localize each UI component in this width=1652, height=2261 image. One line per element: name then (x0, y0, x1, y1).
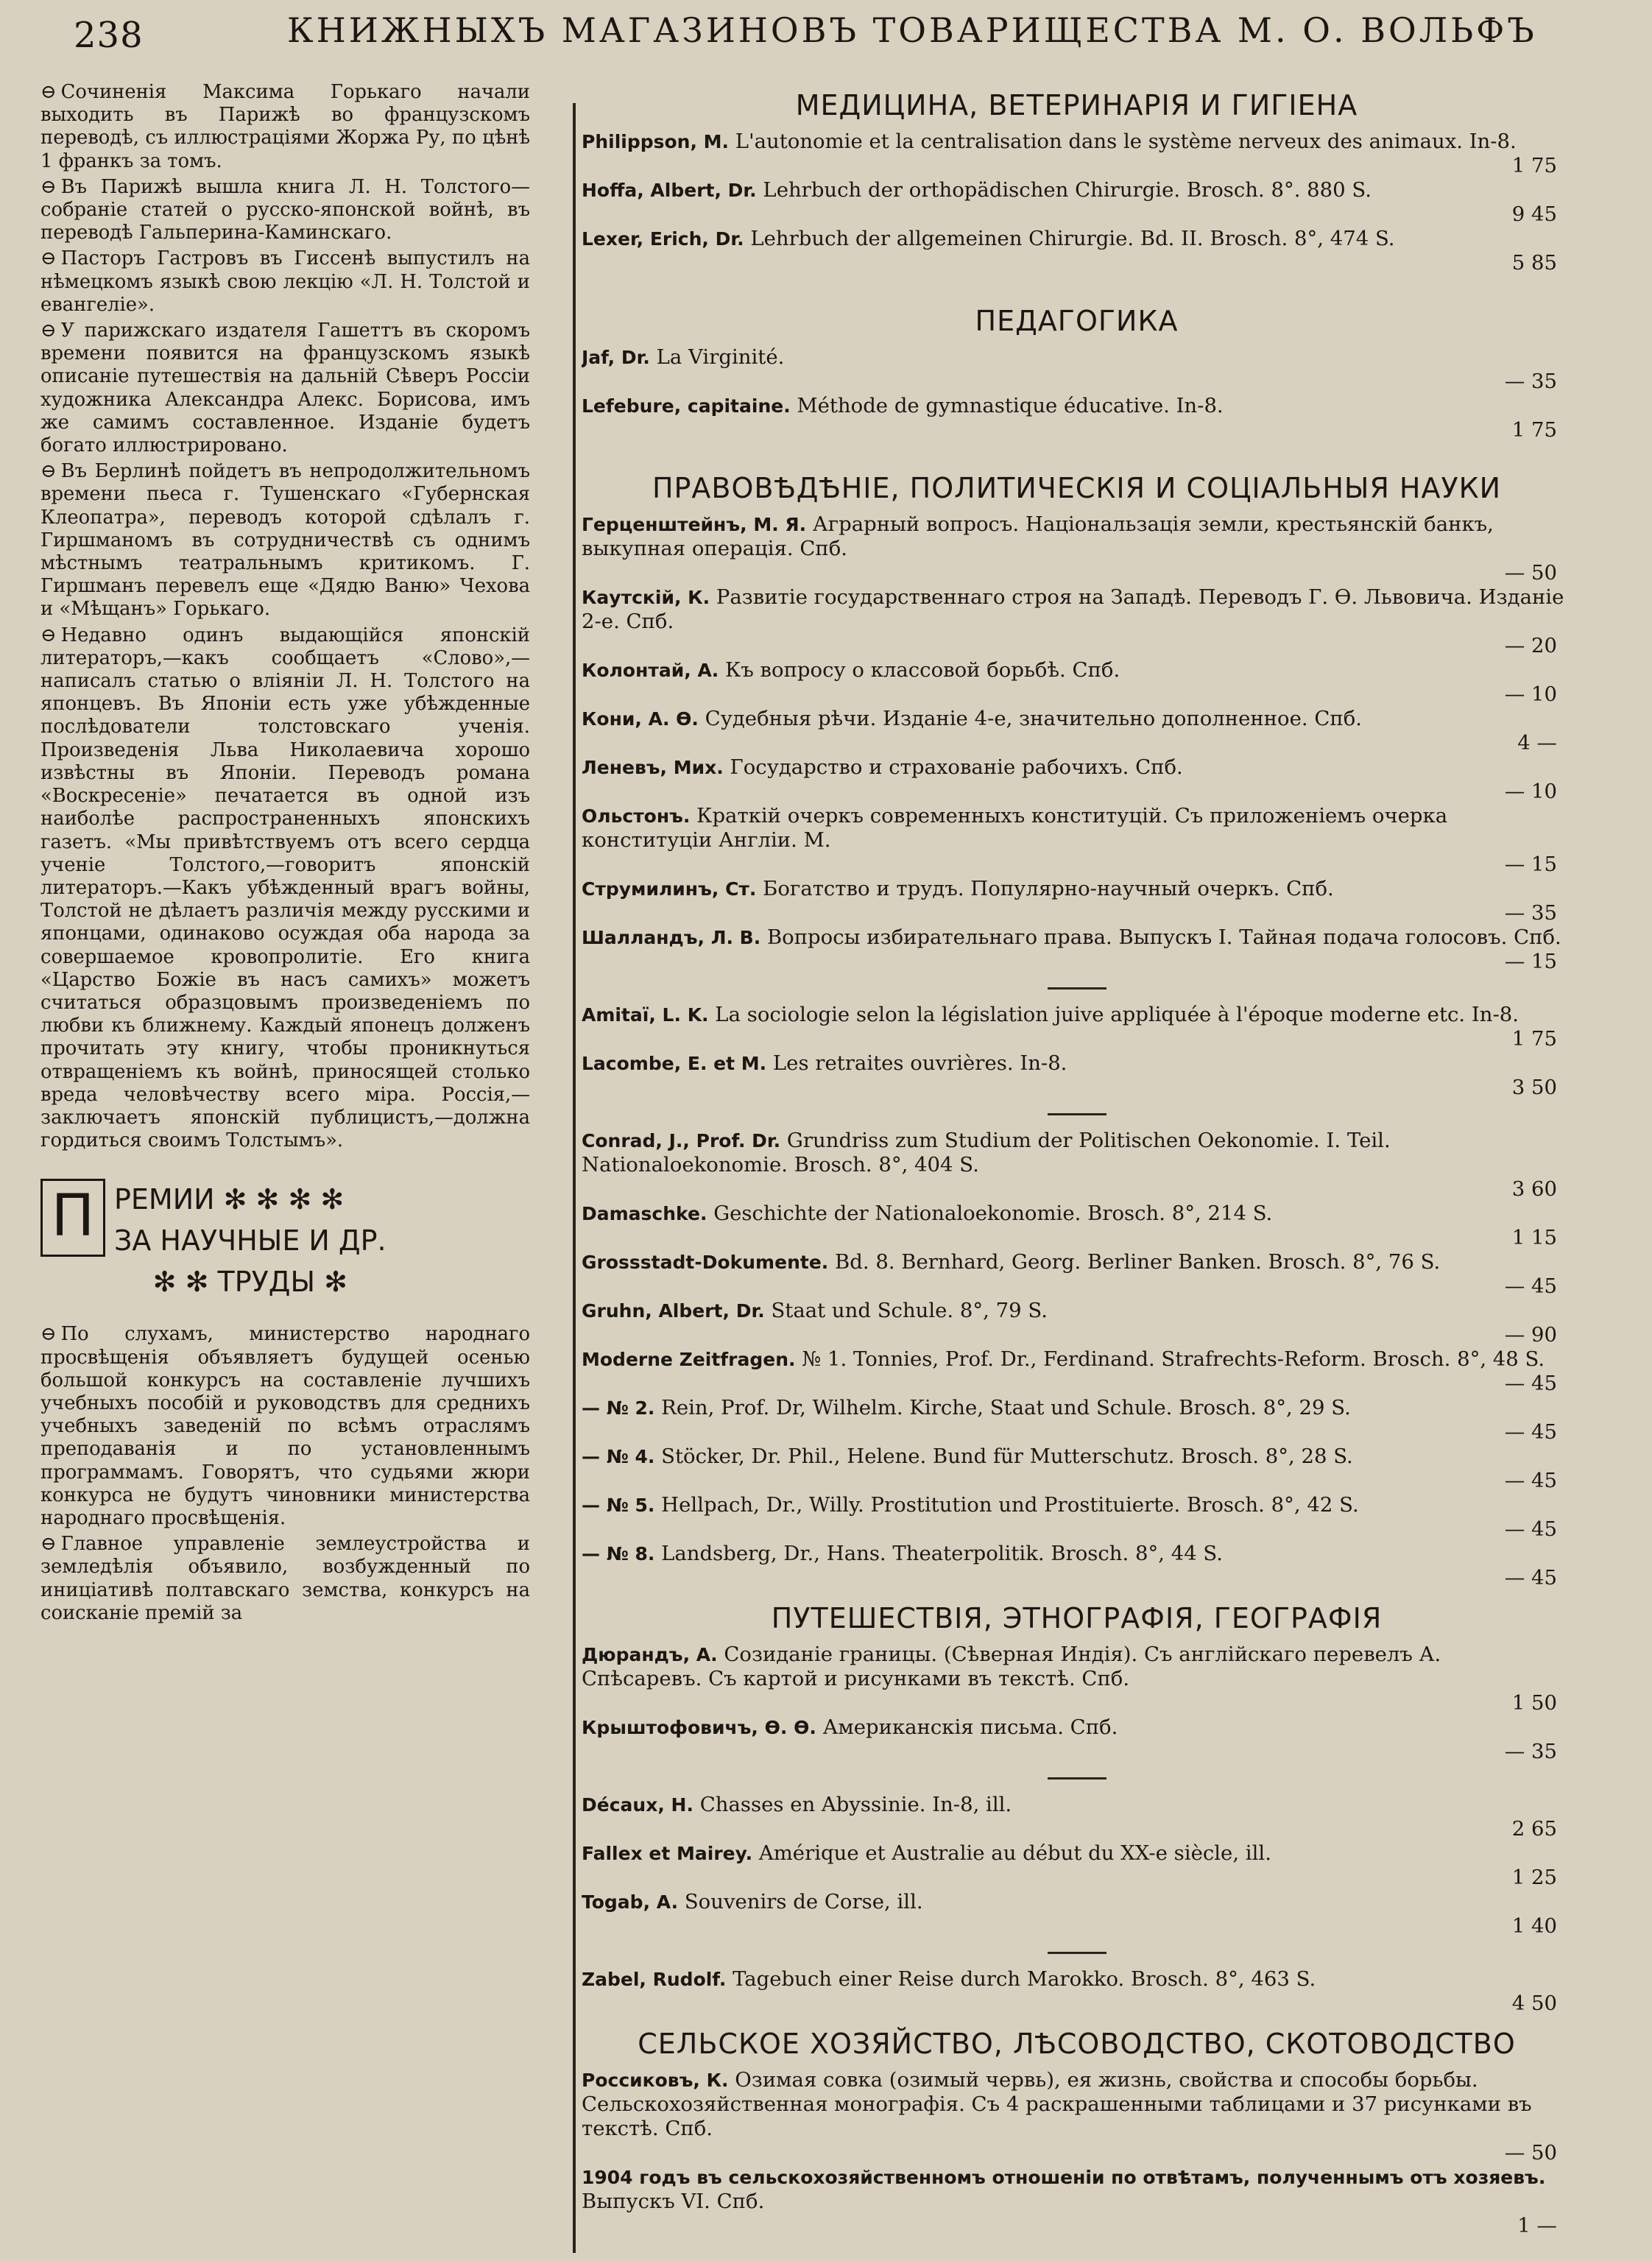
catalog-entry (582, 585, 1572, 658)
entries-law (582, 512, 1572, 974)
entry-author: Дюрандъ, А. (582, 1644, 718, 1665)
entry-author: Amitaï, L. K. (582, 1004, 709, 1026)
entry-price: 1 75 (1511, 1027, 1557, 1051)
catalog-entry (582, 130, 1572, 178)
entry-price: 3 50 (1511, 1076, 1557, 1099)
entry-price: — 15 (1504, 853, 1557, 876)
separator (1048, 1952, 1106, 1954)
entries-travel (582, 1643, 1572, 1764)
entry-title: Tagebuch einer Reise durch Marokko. Brosch. 8°, 463 S. (726, 1967, 1316, 1991)
catalog-entry (582, 1445, 1572, 1493)
entry-price: 3 60 (1511, 1177, 1557, 1201)
catalog-entry (582, 1643, 1572, 1715)
entry-price: — 35 (1504, 1740, 1557, 1763)
bullet-icon: ⊖ (40, 1533, 57, 1556)
entries-law-french (582, 1003, 1572, 1100)
entry-author: — № 2. (582, 1397, 655, 1419)
catalog-entry (582, 1347, 1572, 1396)
left-column (40, 81, 530, 2257)
entry-author: Damaschke. (582, 1203, 707, 1224)
entries-travel-french (582, 1793, 1572, 1939)
entry-price: — 50 (1504, 2141, 1557, 2165)
entry-author: Hoffa, Albert, Dr. (582, 180, 757, 201)
entry-price: 5 85 (1511, 251, 1557, 275)
entries-law-german (582, 1129, 1572, 1590)
bullet-icon: ⊖ (40, 1323, 57, 1346)
entry-title: Staat und Schule. 8°, 79 S. (764, 1299, 1048, 1322)
catalog-entry (582, 1051, 1572, 1100)
bullet-icon: ⊖ (40, 81, 57, 103)
entry-title: Къ вопросу о классовой борьбѣ. Спб. (719, 658, 1120, 682)
separator (1048, 1777, 1106, 1779)
catalog-entry (582, 877, 1572, 925)
entry-price: — 50 (1504, 561, 1557, 585)
entry-title: Méthode de gymnastique éducative. In-8. (790, 394, 1224, 417)
entry-title: Rein, Prof. Dr, Wilhelm. Kirche, Staat und Schule. Brosch. 8°, 29 S. (654, 1396, 1351, 1419)
premii-line-2: ЗА НАУЧНЫЕ И ДР. (114, 1224, 386, 1258)
entry-title: Краткій очеркъ современныхъ конституцій. Съ приложеніемъ очерка конституціи Англіи. М. (582, 804, 1448, 852)
catalog-entry (582, 1299, 1572, 1347)
section-title-travel: ПУТЕШЕСТВІЯ, ЭТНОГРАФІЯ, ГЕОГРАФІЯ (771, 1602, 1383, 1634)
entry-price: 9 45 (1511, 202, 1557, 226)
entry-author: Колонтай, А. (582, 660, 719, 681)
catalog-entry (582, 1202, 1572, 1250)
catalog-entry (582, 1542, 1572, 1590)
bullet-icon: ⊖ (40, 175, 57, 198)
premii-heading (40, 1179, 530, 1302)
entry-author: — № 4. (582, 1446, 655, 1467)
entry-title: Выпускъ VI. Спб. (582, 2190, 765, 2213)
entry-price: — 35 (1504, 901, 1557, 925)
catalog-entry (582, 1003, 1572, 1051)
entry-author: Россиковъ, К. (582, 2070, 729, 2091)
entry-title: Geschichte der Nationaloekonomie. Brosch. 8°, 214 S. (707, 1202, 1273, 1225)
column-divider (573, 103, 576, 2253)
entry-price: — 45 (1504, 1274, 1557, 1298)
bullet-icon: ⊖ (40, 247, 57, 270)
entry-title: Вопросы избирательнаго права. Выпускъ I. Тайная подача голосовъ. Спб. (760, 925, 1561, 949)
entries-medicine (582, 130, 1572, 275)
entry-author: Шалландъ, Л. В. (582, 927, 761, 948)
entry-price: — 10 (1504, 780, 1557, 803)
entry-author: Décaux, H. (582, 1794, 693, 1816)
running-head: КНИЖНЫХЪ МАГАЗИНОВЪ ТОВАРИЩЕСТВА М. О. ВОЛЬФЪ (287, 10, 1537, 50)
page-number: 238 (74, 15, 144, 56)
catalog-entry (582, 1967, 1572, 2016)
entry-price: — 45 (1504, 1372, 1557, 1395)
entry-title: L'autonomie et la centralisation dans le système nerveux des animaux. In-8. (729, 130, 1517, 153)
entry-title: Созиданіе границы. (Сѣверная Индія). Съ англійскаго перевелъ А. Спѣсаревъ. Съ картой и рисунками въ текстѣ. Спб. (582, 1643, 1441, 1690)
entry-price: 1 — (1517, 2214, 1557, 2237)
entry-price: 1 40 (1511, 1914, 1557, 1938)
entry-title: Lehrbuch der allgemeinen Chirurgie. Bd. II. Brosch. 8°, 474 S. (744, 227, 1395, 250)
entry-author: Каутскій, К. (582, 587, 710, 608)
entry-author: Philippson, M. (582, 131, 730, 152)
entry-price: — 15 (1504, 950, 1557, 973)
entry-title: Развитіе государственнаго строя на Западѣ. Переводъ Г. Ө. Львовича. Изданіе 2-е. Спб. (582, 585, 1564, 633)
catalog-entry (582, 1396, 1572, 1445)
catalog-entry (582, 804, 1572, 877)
entry-title: Аграрный вопросъ. Національзація земли, крестьянскій банкъ, выкупная операція. Спб. (582, 512, 1494, 560)
entry-title: Государство и страхованіе рабочихъ. Спб. (723, 755, 1183, 779)
catalog-entry (582, 512, 1572, 585)
entry-price: — 20 (1504, 634, 1557, 657)
news-paragraph: ⊖ Въ Парижѣ вышла книга Л. Н. Толстого—собраніе статей о русско-японской войнѣ, въ переводѣ Гальперина-Каминскаго. (40, 175, 530, 244)
entry-author: 1904 годъ въ сельскохозяйственномъ отношеніи по отвѣтамъ, полученнымъ отъ хозяевъ. (582, 2167, 1546, 2188)
entry-title: Озимая совка (озимый червь), ея жизнь, свойства и способы борьбы. Сельскохозяйственная монографія. Съ 4 раскрашенными таблицами и 37 рисунками въ текстѣ. Спб. (582, 2068, 1532, 2140)
section-title-pedagogy: ПЕДАГОГИКА (975, 305, 1179, 337)
entry-price: 1 50 (1511, 1691, 1557, 1715)
catalog-entry (582, 2165, 1572, 2238)
premii-line-1: РЕМИИ ✻ ✻ ✻ ✻ (114, 1183, 345, 1216)
entry-price: 1 75 (1511, 154, 1557, 177)
news-paragraph: ⊖ Недавно одинъ выдающійся японскій литераторъ,—какъ сообщаетъ «Слово»,—написалъ статью о вліяніи Л. Н. Толстого на японцевъ. Въ Японіи есть уже убѣжденные послѣдователи толстовскаго ученія. Произведенія Льва Николаевича хорошо извѣстны въ Японіи. Переводъ романа «Воскресеніе» печатается въ одной изъ наиболѣе распространенныхъ японскихъ газетъ. «Мы привѣтствуемъ отъ всего сердца ученіе Толстого,—говоритъ японскій литераторъ.—Какъ убѣжденный врагъ войны, Толстой не дѣлаетъ различія между русскими и японцами, одинаково осуждая оба народа за совершаемое кровопролитіе. Его книга «Царство Божіе въ насъ самихъ» можетъ считаться образцовымъ произведеніемъ по любви къ ближнему. Каждый японецъ долженъ прочитать эту книгу, чтобы проникнуться отвращеніемъ къ войнѣ, приносящей столько вреда человѣчеству всего міра. Россія,—заключаетъ японскій публицистъ,—должна гордиться своимъ Толстымъ». (40, 624, 530, 1152)
entry-title: La Virginité. (649, 345, 785, 369)
entries-travel-german (582, 1967, 1572, 2016)
entry-price: 1 75 (1511, 418, 1557, 442)
catalog-entry (582, 1793, 1572, 1841)
entry-author: Lexer, Erich, Dr. (582, 228, 744, 250)
entry-price: — 35 (1504, 370, 1557, 393)
catalog-entry (582, 178, 1572, 227)
entry-title: Souvenirs de Corse, ill. (678, 1890, 923, 1913)
page-header (0, 0, 1652, 77)
catalog-entry (582, 707, 1572, 755)
entries-agriculture (582, 2068, 1572, 2238)
entry-author: Lacombe, E. et M. (582, 1053, 767, 1074)
entry-author: — № 5. (582, 1495, 655, 1516)
entries-pedagogy (582, 345, 1572, 442)
news-paragraph: ⊖ Пасторъ Гастровъ въ Гиссенѣ выпустилъ на нѣмецкомъ языкѣ свою лекцію «Л. Н. Толстой и евангеліе». (40, 247, 530, 316)
entry-title: La sociologie selon la législation juive appliquée à l'époque moderne etc. In-8. (708, 1003, 1519, 1026)
entry-title: Hellpach, Dr., Willy. Prostitution und Prostituierte. Brosch. 8°, 42 S. (654, 1493, 1359, 1517)
news-paragraphs (40, 81, 530, 1152)
entry-author: — № 8. (582, 1543, 655, 1565)
entry-title: № 1. Tonnies, Prof. Dr., Ferdinand. Strafrechts-Reform. Brosch. 8°, 48 S. (795, 1347, 1545, 1371)
catalog-entry (582, 394, 1572, 442)
catalog-entry (582, 1841, 1572, 1890)
entry-author: Крыштофовичъ, Ө. Ө. (582, 1717, 816, 1738)
entry-author: Струмилинъ, Ст. (582, 878, 757, 900)
entry-author: Conrad, J., Prof. Dr. (582, 1130, 781, 1151)
premii-line-3: ✻ ✻ ТРУДЫ ✻ (152, 1266, 347, 1299)
entry-author: Grossstadt-Dokumente. (582, 1252, 829, 1273)
entry-price: 4 50 (1511, 1992, 1557, 2015)
entry-author: Togab, A. (582, 1891, 679, 1913)
entry-author: Герценштейнъ, М. Я. (582, 514, 807, 535)
news-paragraph: ⊖ У парижскаго издателя Гашеттъ въ скоромъ времени появится на французскомъ языкѣ описаніе путешествія на дальній Сѣверъ Россіи художника Александра Алекс. Борисова, имъ же самимъ составленное. Изданіе будетъ богато иллюстрировано. (40, 320, 530, 457)
entry-title: Landsberg, Dr., Hans. Theaterpolitik. Brosch. 8°, 44 S. (654, 1542, 1224, 1565)
bullet-icon: ⊖ (40, 460, 57, 483)
catalog-entry (582, 755, 1572, 804)
right-column (582, 77, 1572, 2257)
news-paragraph: ⊖ Въ Берлинѣ пойдетъ въ непродолжительномъ времени пьеса г. Тушенскаго «Губернская Клеопатра», переводъ которой сдѣлалъ г. Гиршманомъ въ сотрудничествѣ съ однимъ мѣстнымъ театральнымъ критикомъ. Г. Гиршманъ перевелъ еще «Дядю Ваню» Чехова и «Мѣщанъ» Горькаго. (40, 460, 530, 621)
catalog-entry (582, 1890, 1572, 1939)
section-title-medicine: МЕДИЦИНА, ВЕТЕРИНАРІЯ И ГИГІЕНА (795, 89, 1358, 121)
entry-author: Fallex et Mairey. (582, 1843, 753, 1864)
entry-price: — 45 (1504, 1469, 1557, 1492)
entry-title: Chasses en Abyssinie. In-8, ill. (693, 1793, 1012, 1816)
news-paragraph: ⊖ Сочиненія Максима Горькаго начали выходить въ Парижѣ во французскомъ переводѣ, съ иллюстраціями Жоржа Ру, по цѣнѣ 1 франкъ за томъ. (40, 81, 530, 172)
separator (1048, 987, 1106, 990)
news-paragraphs-2 (40, 1323, 530, 1625)
news-paragraph: ⊖ Главное управленіе землеустройства и земледѣлія объявило, возбужденный по иниціативѣ полтавскаго земства, конкурсъ на соисканіе премій за (40, 1533, 530, 1624)
entry-title: Stöcker, Dr. Phil., Helene. Bund für Mutterschutz. Brosch. 8°, 28 S. (654, 1445, 1353, 1468)
entry-price: — 45 (1504, 1420, 1557, 1444)
entry-author: Jaf, Dr. (582, 347, 650, 368)
entry-price: — 90 (1504, 1323, 1557, 1347)
entry-title: Grundriss zum Studium der Politischen Oekonomie. I. Teil. Nationaloekonomie. Brosch. 8°, 404 S. (582, 1129, 1391, 1177)
entry-author: Zabel, Rudolf. (582, 1969, 727, 1990)
entry-price: — 45 (1504, 1566, 1557, 1590)
bullet-icon: ⊖ (40, 624, 57, 646)
entry-title: Amérique et Australie au début du XX-e siècle, ill. (752, 1841, 1271, 1865)
entry-price: — 45 (1504, 1517, 1557, 1541)
catalog-entry (582, 345, 1572, 394)
entry-title: Lehrbuch der orthopädischen Chirurgie. Brosch. 8°. 880 S. (756, 178, 1372, 202)
catalog-entry (582, 2068, 1572, 2165)
entry-price: 1 15 (1511, 1226, 1557, 1249)
entry-title: Американскія письма. Спб. (816, 1715, 1118, 1739)
entry-author: Lefebure, capitaine. (582, 395, 791, 417)
entry-title: Богатство и трудъ. Популярно-научный очеркъ. Спб. (756, 877, 1334, 900)
bullet-icon: ⊖ (40, 320, 57, 342)
entry-price: 4 — (1517, 731, 1557, 755)
entry-author: Gruhn, Albert, Dr. (582, 1300, 765, 1322)
section-title-agriculture: СЕЛЬСКОЕ ХОЗЯЙСТВО, ЛѢСОВОДСТВО, СКОТОВОДСТВО (638, 2028, 1516, 2060)
entry-title: Les retraites ouvrières. In-8. (766, 1051, 1067, 1075)
entry-author: Леневъ, Мих. (582, 757, 724, 778)
catalog-entry (582, 1129, 1572, 1202)
separator (1048, 1113, 1106, 1115)
catalog-entry (582, 925, 1572, 974)
entry-price: 2 65 (1511, 1817, 1557, 1841)
decorative-initial: П (40, 1179, 105, 1257)
entry-author: Ольстонъ. (582, 805, 691, 827)
entry-title: Судебныя рѣчи. Изданіе 4-е, значительно дополненное. Спб. (698, 707, 1362, 730)
section-title-law: ПРАВОВѢДѢНІЕ, ПОЛИТИЧЕСКІЯ И СОЦІАЛЬНЫЯ НАУКИ (652, 472, 1502, 504)
catalog-entry (582, 658, 1572, 707)
entry-price: 1 25 (1511, 1866, 1557, 1889)
entry-author: Кони, А. Ө. (582, 708, 699, 730)
entry-author: Moderne Zeitfragen. (582, 1349, 796, 1370)
catalog-entry (582, 227, 1572, 275)
news-paragraph: ⊖ По слухамъ, министерство народнаго просвѣщенія объявляетъ будущей осенью большой конкурсъ на составленіе лучшихъ учебныхъ пособій и руководствъ для среднихъ учебныхъ заведеній по всѣмъ отраслямъ преподаванія и по установленнымъ программамъ. Говорятъ, что судьями жюри конкурса не будутъ чиновники министерства народнаго просвѣщенія. (40, 1323, 530, 1529)
catalog-entry (582, 1250, 1572, 1299)
catalog-entry (582, 1493, 1572, 1542)
catalog-entry (582, 1715, 1572, 1764)
entry-title: Bd. 8. Bernhard, Georg. Berliner Banken. Brosch. 8°, 76 S. (828, 1250, 1441, 1274)
entry-price: — 10 (1504, 682, 1557, 706)
